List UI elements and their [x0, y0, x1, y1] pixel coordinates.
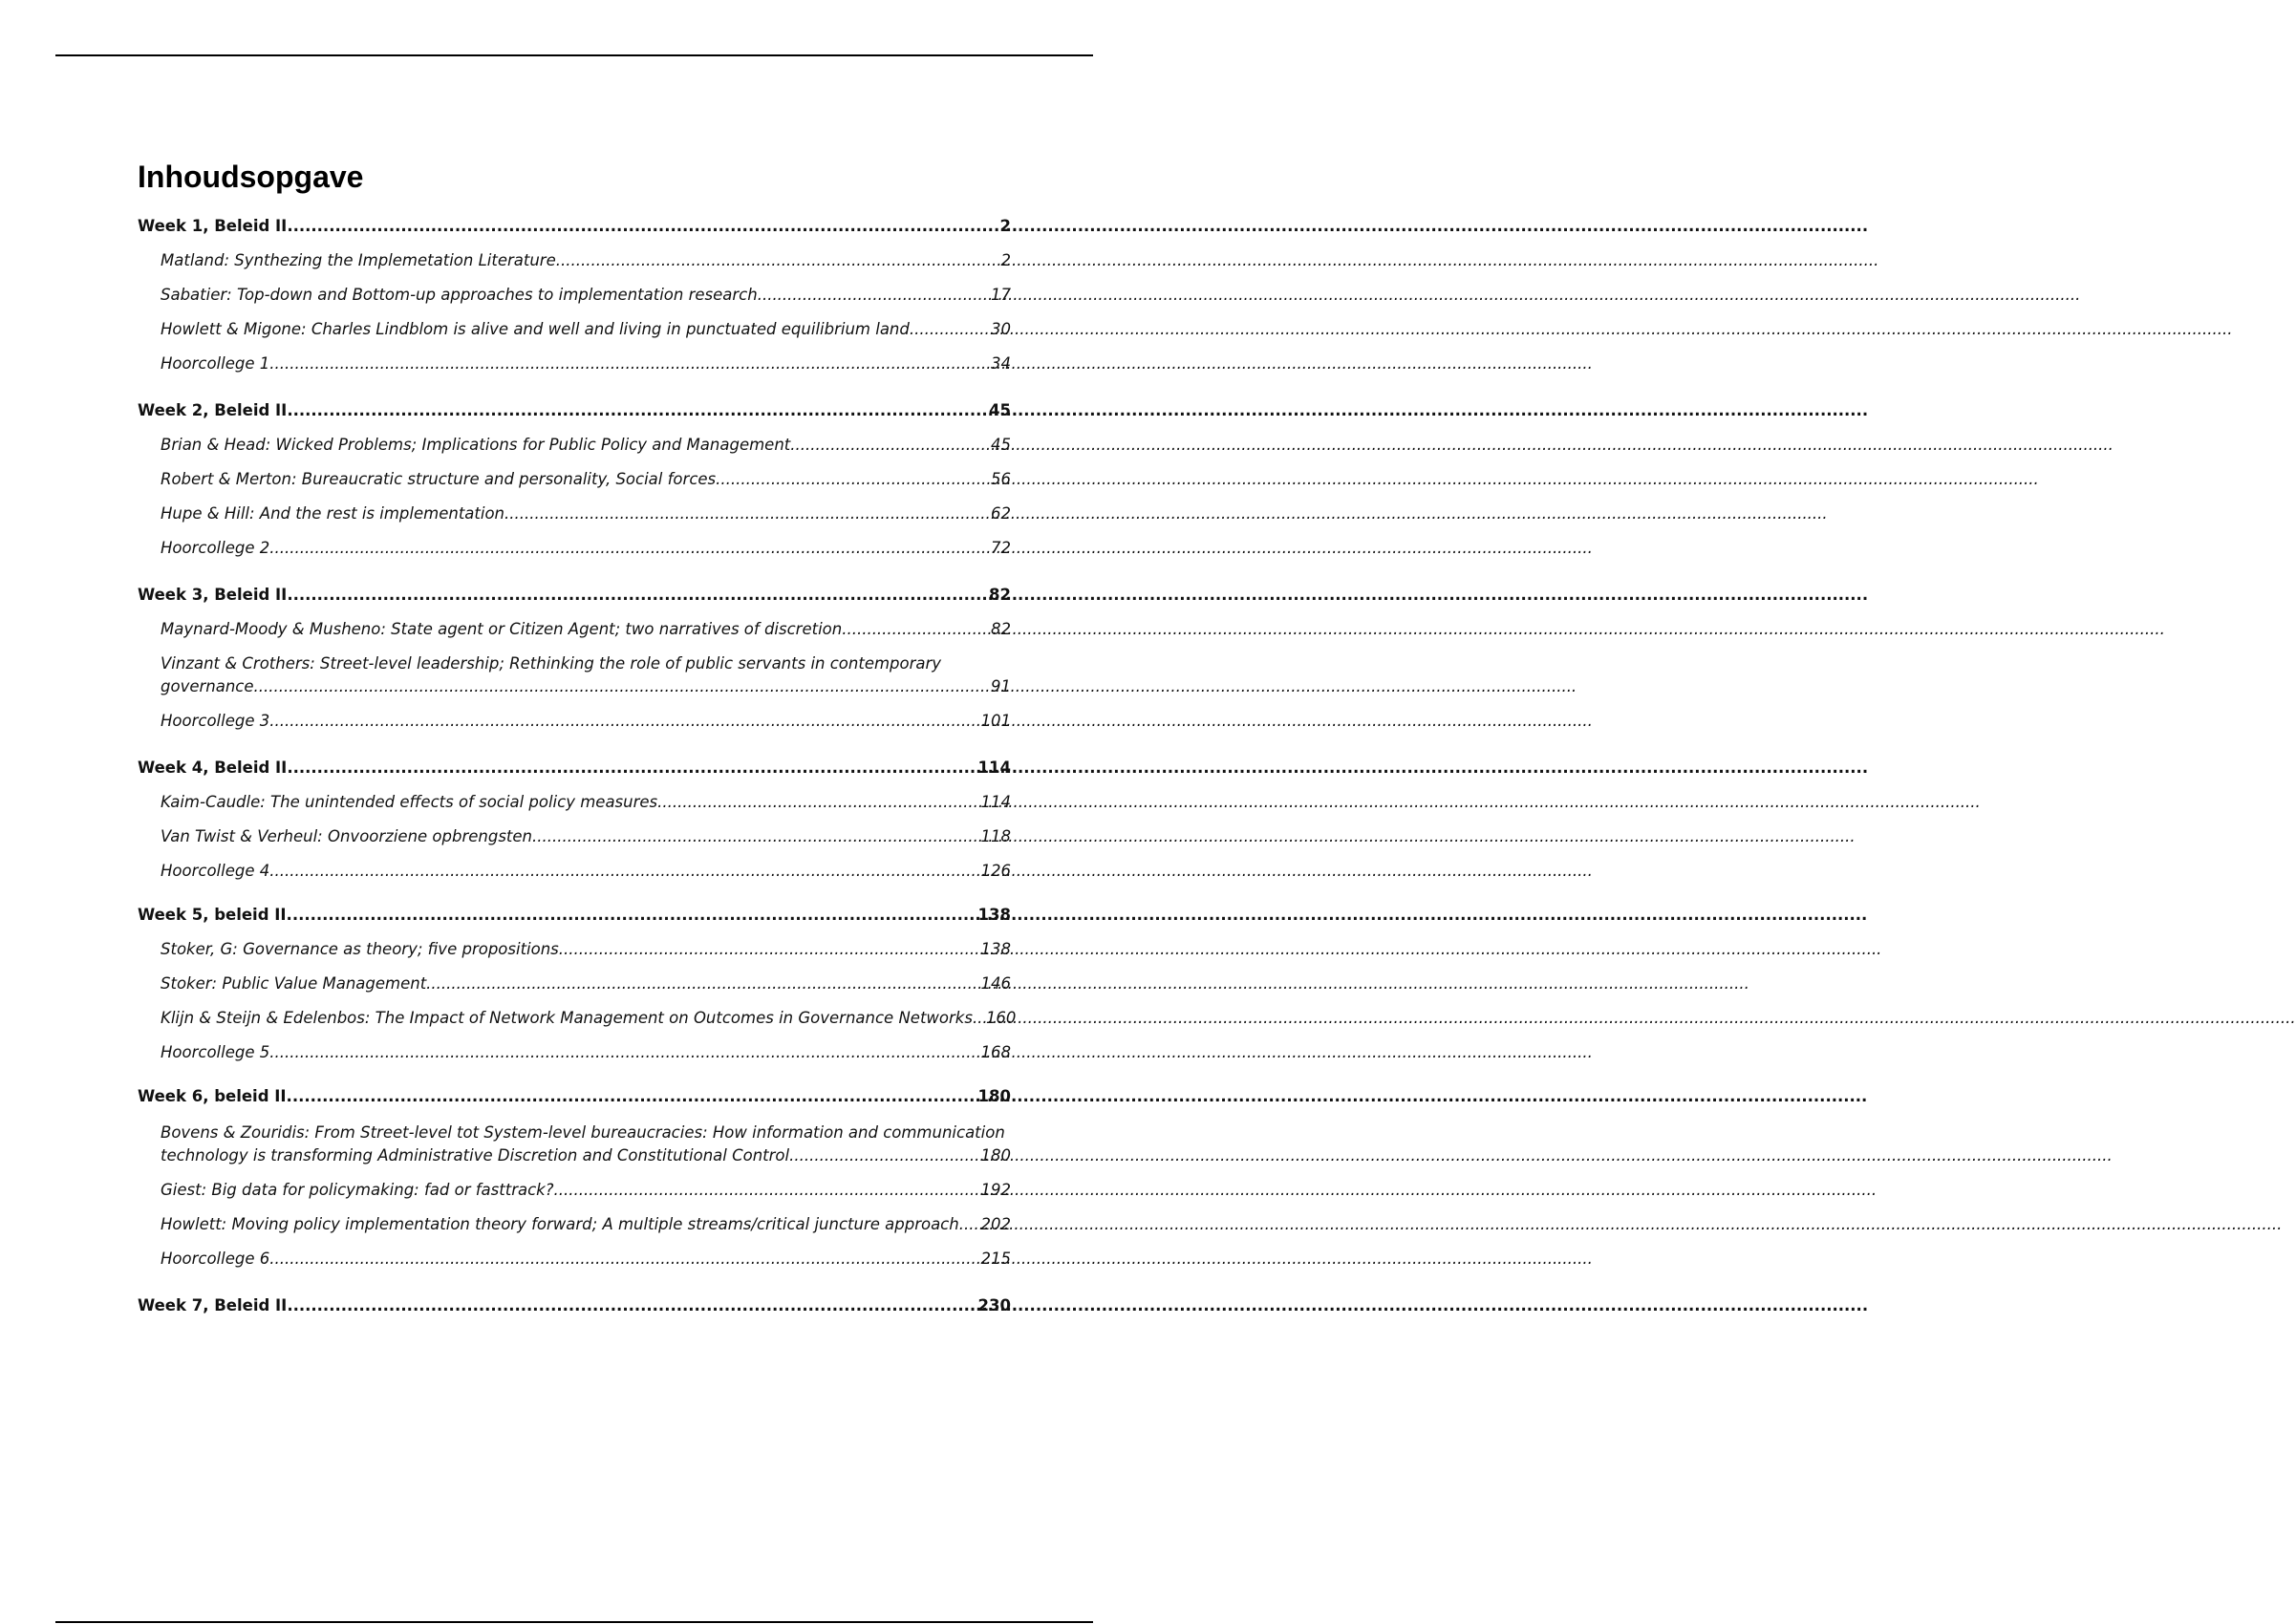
table-of-contents [138, 159, 1017, 1317]
toc-item[interactable] [138, 468, 1011, 491]
dot-leader [287, 1085, 976, 1108]
dot-leader [556, 249, 999, 272]
dot-leader [554, 1179, 979, 1202]
toc-item-label-line1: Bovens & Zouridis: From Street-level tot System-level bureaucracies: How information and communication [161, 1123, 1005, 1142]
toc-item[interactable] [138, 791, 1011, 814]
toc-item[interactable] [138, 1041, 1011, 1064]
toc-page-number: 72 [991, 539, 1011, 557]
dot-leader [716, 468, 989, 491]
toc-page-number: 202 [980, 1215, 1011, 1233]
toc-page-number: 138 [977, 906, 1011, 924]
toc-page-number: 2 [1000, 251, 1011, 269]
header-rule [55, 54, 1093, 56]
toc-week-5[interactable] [138, 904, 1011, 927]
toc-page-number: 192 [980, 1181, 1011, 1199]
toc-item-label: Hoorcollege 5 [161, 1043, 270, 1061]
dot-leader [426, 972, 978, 995]
dot-leader [789, 1144, 978, 1167]
toc-item-label: Hupe & Hill: And the rest is implementation [161, 504, 505, 523]
toc-item-label: Hoorcollege 2 [161, 539, 270, 557]
dot-leader [269, 710, 978, 733]
toc-item[interactable] [138, 825, 1011, 848]
toc-week-1[interactable] [138, 215, 1011, 238]
toc-page-number: 138 [980, 940, 1011, 958]
dot-leader [657, 791, 978, 814]
toc-item[interactable] [138, 502, 1011, 525]
toc-item-label: Brian & Head: Wicked Problems; Implications for Public Policy and Management [161, 436, 791, 454]
toc-item[interactable] [138, 710, 1011, 733]
dot-leader [790, 434, 989, 457]
toc-page-number: 82 [991, 620, 1011, 638]
toc-page-number: 118 [980, 827, 1011, 845]
toc-page-number: 180 [977, 1087, 1011, 1105]
dot-leader [559, 938, 979, 961]
toc-week-label: Week 4, Beleid II [138, 759, 288, 777]
dot-leader [287, 904, 976, 927]
toc-item[interactable] [138, 1248, 1011, 1271]
toc-week-label: Week 5, beleid II [138, 906, 287, 924]
toc-item[interactable] [138, 1179, 1011, 1202]
toc-page-number: 146 [980, 974, 1011, 993]
toc-item[interactable] [138, 318, 1011, 341]
toc-page-number: 160 [985, 1009, 1017, 1027]
toc-page-number: 101 [980, 712, 1011, 730]
toc-item-label: Hoorcollege 1 [161, 354, 270, 373]
dot-leader [287, 1294, 976, 1317]
toc-page-number: 30 [991, 320, 1011, 338]
dot-leader [269, 537, 989, 560]
toc-week-7[interactable] [138, 1294, 1011, 1317]
toc-item-label: Hoorcollege 3 [161, 712, 270, 730]
toc-page-number: 230 [977, 1296, 1011, 1314]
toc-week-4[interactable] [138, 757, 1011, 780]
toc-page-number: 82 [989, 586, 1011, 604]
toc-week-3[interactable] [138, 584, 1011, 607]
toc-item-label: Van Twist & Verheul: Onvoorziene opbrengsten [161, 827, 533, 845]
toc-item-label: Howlett & Migone: Charles Lindblom is alive and well and living in punctuated equilibrium land [161, 320, 910, 338]
toc-page-number: 91 [991, 677, 1011, 695]
dot-leader [504, 502, 989, 525]
toc-item-label: Matland: Synthezing the Implemetation Literature [161, 251, 556, 269]
toc-item-label: Maynard-Moody & Musheno: State agent or Citizen Agent; two narratives of discretion [161, 620, 843, 638]
toc-item[interactable] [138, 434, 1011, 457]
toc-item[interactable] [138, 972, 1011, 995]
toc-item-label: Stoker, G: Governance as theory; five propositions [161, 940, 559, 958]
toc-item[interactable] [138, 249, 1011, 272]
toc-item-label: Hoorcollege 6 [161, 1250, 270, 1268]
toc-item-label: Robert & Merton: Bureaucratic structure and personality, Social forces [161, 470, 717, 488]
toc-page-number: 17 [991, 286, 1011, 304]
footer-rule [55, 1621, 1093, 1623]
toc-page-number: 45 [989, 401, 1011, 419]
dot-leader [269, 860, 978, 883]
toc-page-number: 56 [991, 470, 1011, 488]
dot-leader [269, 353, 989, 375]
toc-item-label: Hoorcollege 4 [161, 862, 270, 880]
toc-page-number: 180 [980, 1146, 1011, 1165]
dot-leader [973, 1007, 984, 1030]
toc-item[interactable] [138, 860, 1011, 883]
dot-leader [910, 318, 989, 341]
toc-week-label: Week 2, Beleid II [138, 401, 288, 419]
toc-item-label: Klijn & Steijn & Edelenbos: The Impact of Network Management on Outcomes in Governance Networks [161, 1009, 973, 1027]
toc-item[interactable] [138, 1122, 1011, 1167]
toc-item-label: Stoker: Public Value Management [161, 974, 427, 993]
toc-item[interactable] [138, 284, 1011, 307]
toc-page-number: 215 [980, 1250, 1011, 1268]
dot-leader [287, 215, 998, 238]
toc-page-number: 62 [991, 504, 1011, 523]
dot-leader [758, 284, 989, 307]
dot-leader [254, 675, 989, 698]
toc-week-label: Week 6, beleid II [138, 1087, 287, 1105]
toc-title: Inhoudsopgave [138, 160, 364, 194]
toc-item-label-line2: governance [161, 677, 254, 695]
toc-page-number: 114 [980, 793, 1011, 811]
toc-week-2[interactable] [138, 399, 1011, 422]
toc-item-label-line2: technology is transforming Administrative Discretion and Constitutional Control [161, 1146, 790, 1165]
toc-item-label-line1: Vinzant & Crothers: Street-level leadership; Rethinking the role of public servants in contemporary [161, 654, 942, 673]
dot-leader [287, 399, 987, 422]
toc-item[interactable] [138, 652, 1011, 698]
toc-page-number: 114 [977, 759, 1011, 777]
toc-page-number: 45 [991, 436, 1011, 454]
toc-week-label: Week 1, Beleid II [138, 217, 288, 235]
toc-item[interactable] [138, 537, 1011, 560]
toc-item[interactable] [138, 353, 1011, 375]
toc-item-label: Kaim-Caudle: The unintended effects of social policy measures [161, 793, 658, 811]
toc-item-label: Howlett: Moving policy implementation theory forward; A multiple streams/critical juncture approach [161, 1215, 959, 1233]
dot-leader [269, 1041, 978, 1064]
dot-leader [287, 584, 987, 607]
dot-leader [842, 618, 989, 641]
toc-item[interactable] [138, 1213, 1011, 1236]
toc-page-number: 34 [991, 354, 1011, 373]
toc-page-number: 126 [980, 862, 1011, 880]
dot-leader [287, 757, 976, 780]
toc-page-number: 2 [999, 217, 1011, 235]
toc-page-number: 168 [980, 1043, 1011, 1061]
toc-week-label: Week 7, Beleid II [138, 1296, 288, 1314]
dot-leader [269, 1248, 978, 1271]
toc-week-label: Week 3, Beleid II [138, 586, 288, 604]
dot-leader [532, 825, 978, 848]
toc-week-6[interactable] [138, 1085, 1011, 1108]
dot-leader [959, 1213, 979, 1236]
toc-item[interactable] [138, 938, 1011, 961]
toc-item[interactable] [138, 618, 1011, 641]
toc-item-label: Sabatier: Top-down and Bottom-up approaches to implementation research [161, 286, 758, 304]
toc-item[interactable] [138, 1007, 1017, 1030]
toc-item-label: Giest: Big data for policymaking: fad or fasttrack? [161, 1181, 554, 1199]
